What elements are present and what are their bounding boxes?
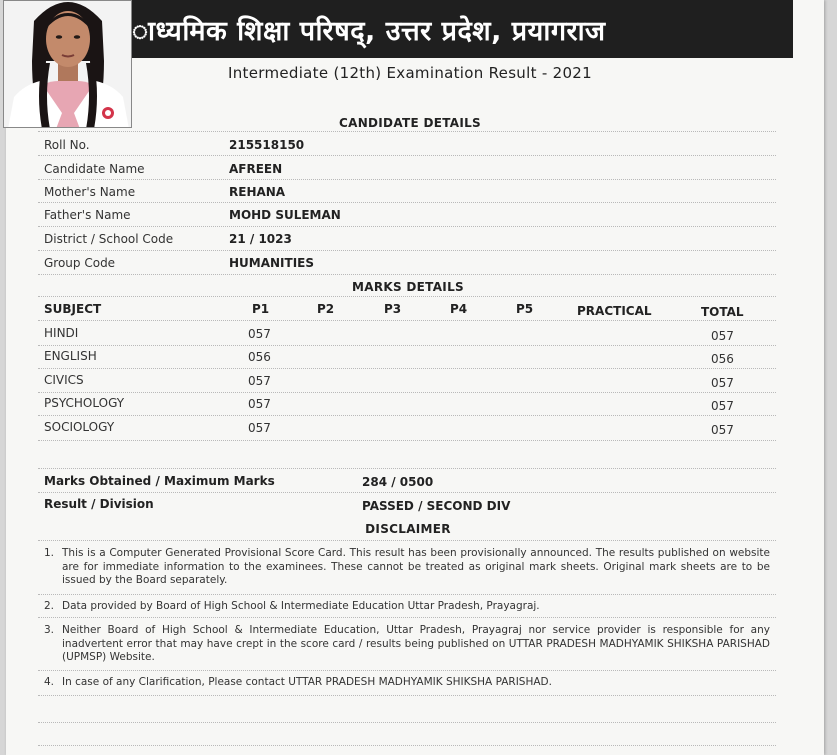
divider	[38, 722, 776, 723]
col-header-p4: P4	[450, 302, 468, 316]
disclaimer-item	[44, 547, 770, 588]
disclaimer-number: 4.	[44, 676, 55, 688]
marks-obtained-value: 284 / 0500	[362, 475, 434, 489]
total-cell: 056	[711, 352, 734, 366]
divider	[38, 594, 776, 595]
subject-cell: ENGLISH	[44, 349, 97, 363]
divider	[38, 202, 776, 203]
total-cell: 057	[711, 329, 734, 343]
divider	[38, 695, 776, 696]
divider	[38, 415, 776, 416]
candidate-name-value: AFREEN	[229, 162, 283, 176]
disclaimer-number: 2.	[44, 600, 55, 612]
divider	[38, 392, 776, 393]
marks-details-title: MARKS DETAILS	[352, 280, 464, 294]
divider	[38, 468, 776, 469]
col-header-total: TOTAL	[701, 305, 744, 319]
divider	[38, 274, 776, 275]
candidate-photo	[3, 0, 132, 128]
disclaimer-text: Neither Board of High School & Intermediate Education, Uttar Pradesh, Prayagraj nor service provider is responsible for any inadvertent error that may have crept in the score card / results being published on UTTAR PRADESH MADHYAMIK SHIKSHA PARISHAD (UPMSP) Website.	[62, 624, 770, 663]
col-header-practical: PRACTICAL	[577, 304, 652, 318]
father-name-label: Father's Name	[44, 208, 131, 222]
p1-cell: 057	[248, 374, 271, 388]
divider	[38, 296, 776, 297]
divider	[38, 320, 776, 321]
disclaimer-text: In case of any Clarification, Please contact UTTAR PRADESH MADHYAMIK SHIKSHA PARISHAD.	[62, 676, 552, 688]
candidate-details-title: CANDIDATE DETAILS	[339, 116, 481, 130]
disclaimer-number: 1.	[44, 547, 55, 559]
board-name-hindi: ाध्यमिक शिक्षा परिषद्, उत्तर प्रदेश, प्रयागराज	[132, 15, 606, 47]
divider	[38, 368, 776, 369]
col-header-p1: P1	[252, 302, 270, 316]
group-code-value: HUMANITIES	[229, 256, 315, 270]
marks-obtained-label: Marks Obtained / Maximum Marks	[44, 474, 275, 488]
disclaimer-number: 3.	[44, 624, 55, 636]
p1-cell: 056	[248, 350, 271, 364]
divider	[38, 226, 776, 227]
exam-title: Intermediate (12th) Examination Result - 2021	[228, 64, 592, 82]
divider	[38, 155, 776, 156]
divider	[38, 670, 776, 671]
col-header-p2: P2	[317, 302, 335, 316]
disclaimer-title: DISCLAIMER	[365, 522, 451, 536]
roll-no-label: Roll No.	[44, 138, 90, 152]
board-header-band	[128, 0, 793, 58]
divider	[38, 250, 776, 251]
mother-name-value: REHANA	[229, 185, 286, 199]
district-school-code-label: District / School Code	[44, 232, 174, 246]
result-division-value: PASSED / SECOND DIV	[362, 499, 511, 513]
total-cell: 057	[711, 423, 734, 437]
divider	[38, 440, 776, 441]
father-name-value: MOHD SULEMAN	[229, 208, 341, 222]
subject-cell: CIVICS	[44, 373, 84, 387]
divider	[38, 345, 776, 346]
divider	[38, 131, 776, 132]
candidate-name-label: Candidate Name	[44, 162, 145, 176]
divider	[38, 492, 776, 493]
disclaimer-item	[44, 600, 770, 614]
disclaimer-item	[44, 676, 770, 690]
result-division-label: Result / Division	[44, 497, 154, 511]
divider	[38, 617, 776, 618]
divider	[38, 179, 776, 180]
subject-cell: HINDI	[44, 326, 79, 340]
group-code-label: Group Code	[44, 256, 116, 270]
disclaimer-item	[44, 624, 770, 665]
disclaimer-text: Data provided by Board of High School & Intermediate Education Uttar Pradesh, Prayagraj.	[62, 600, 540, 612]
p1-cell: 057	[248, 421, 271, 435]
subject-cell: PSYCHOLOGY	[44, 396, 125, 410]
candidate-portrait-image	[4, 1, 132, 128]
col-header-p3: P3	[384, 302, 402, 316]
col-header-subject: SUBJECT	[44, 302, 102, 316]
divider	[38, 540, 776, 541]
p1-cell: 057	[248, 397, 271, 411]
col-header-p5: P5	[516, 302, 534, 316]
district-school-code-value: 21 / 1023	[229, 232, 292, 246]
p1-cell: 057	[248, 327, 271, 341]
subject-cell: SOCIOLOGY	[44, 420, 115, 434]
mother-name-label: Mother's Name	[44, 185, 136, 199]
total-cell: 057	[711, 376, 734, 390]
roll-no-value: 215518150	[229, 138, 305, 152]
disclaimer-text: This is a Computer Generated Provisional Score Card. This result has been provisionally announced. The results published on website are for immediate information to the examinees. These cannot be treated as original mark sheets. Original mark sheets are to be issued by the Board separately.	[62, 547, 770, 586]
total-cell: 057	[711, 399, 734, 413]
divider	[38, 745, 776, 746]
